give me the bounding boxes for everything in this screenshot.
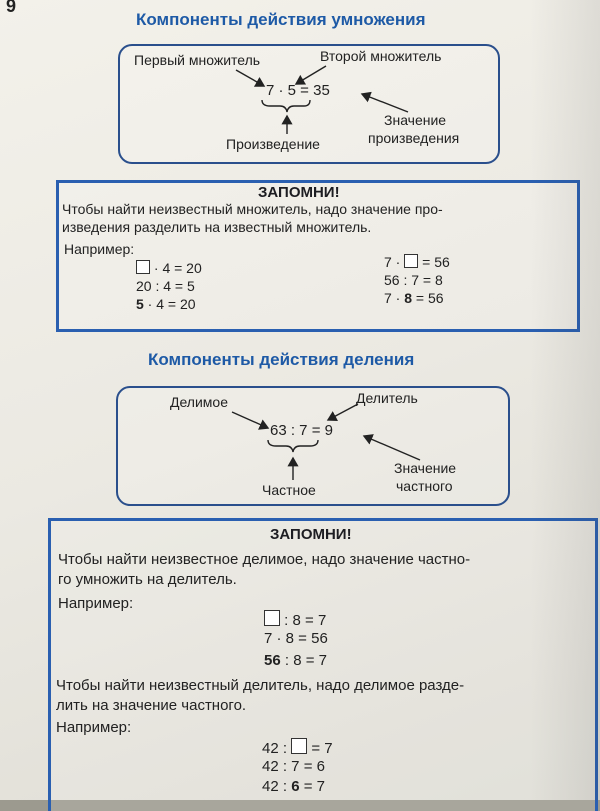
example-row: 42 : 7 = 6 xyxy=(262,758,325,775)
empty-box-icon xyxy=(264,610,280,626)
label-product-value-2: произведения xyxy=(368,130,460,146)
memo-rule-line: Чтобы найти неизвестное делимое, надо значение частно- xyxy=(58,551,471,568)
label-first-factor: Первый множитель xyxy=(134,52,261,68)
empty-box-icon xyxy=(404,254,418,268)
example-row: · 4 = 20 xyxy=(136,260,202,276)
label-second-factor: Второй множитель xyxy=(320,48,442,64)
example-row: 7 · 8 = 56 xyxy=(384,290,444,306)
division-heading: Компоненты действия деления xyxy=(148,350,415,369)
example-label: Например: xyxy=(64,241,135,257)
label-product-value-1: Значение xyxy=(384,112,447,128)
empty-box-icon xyxy=(291,738,307,754)
memo-title: ЗАПОМНИ! xyxy=(270,526,352,543)
example-row: 7 · = 56 xyxy=(384,254,450,270)
example-row: 42 : = 7 xyxy=(262,740,333,757)
memo-rule-line: лить на значение частного. xyxy=(56,697,247,714)
example-label: Например: xyxy=(56,719,132,736)
label-quotient-value-2: частного xyxy=(396,478,453,494)
division-equation: 63 : 7 = 9 xyxy=(270,422,333,439)
example-row: : 8 = 7 xyxy=(264,610,326,629)
label-quotient-value-1: Значение xyxy=(394,460,457,476)
example-row: 7 · 8 = 56 xyxy=(264,630,328,647)
empty-box-icon xyxy=(136,260,150,274)
memo-title: ЗАПОМНИ! xyxy=(258,184,340,201)
memo-rule-line: го умножить на делитель. xyxy=(58,571,237,588)
label-quotient: Частное xyxy=(262,482,316,498)
page-number: 9 xyxy=(6,0,17,16)
example-row: 20 : 4 = 5 xyxy=(136,278,195,294)
multiplication-heading: Компоненты действия умножения xyxy=(136,10,426,29)
memo-rule-line: изведения разделить на известный множитель. xyxy=(62,219,372,235)
multiplication-equation: 7 · 5 = 35 xyxy=(266,82,330,99)
memo-rule-line: Чтобы найти неизвестный делитель, надо делимое разде- xyxy=(56,677,465,694)
example-label: Например: xyxy=(58,595,134,612)
example-row: 56 : 7 = 8 xyxy=(384,272,443,288)
memo-rule-line: Чтобы найти неизвестный множитель, надо значение про- xyxy=(62,201,443,217)
label-divisor: Делитель xyxy=(356,390,418,406)
label-dividend: Делимое xyxy=(170,394,228,410)
example-row: 56 : 8 = 7 xyxy=(264,652,327,669)
label-product: Произведение xyxy=(226,136,320,152)
example-row: 42 : 6 = 7 xyxy=(262,778,325,795)
example-row: 5 · 4 = 20 xyxy=(136,296,196,312)
